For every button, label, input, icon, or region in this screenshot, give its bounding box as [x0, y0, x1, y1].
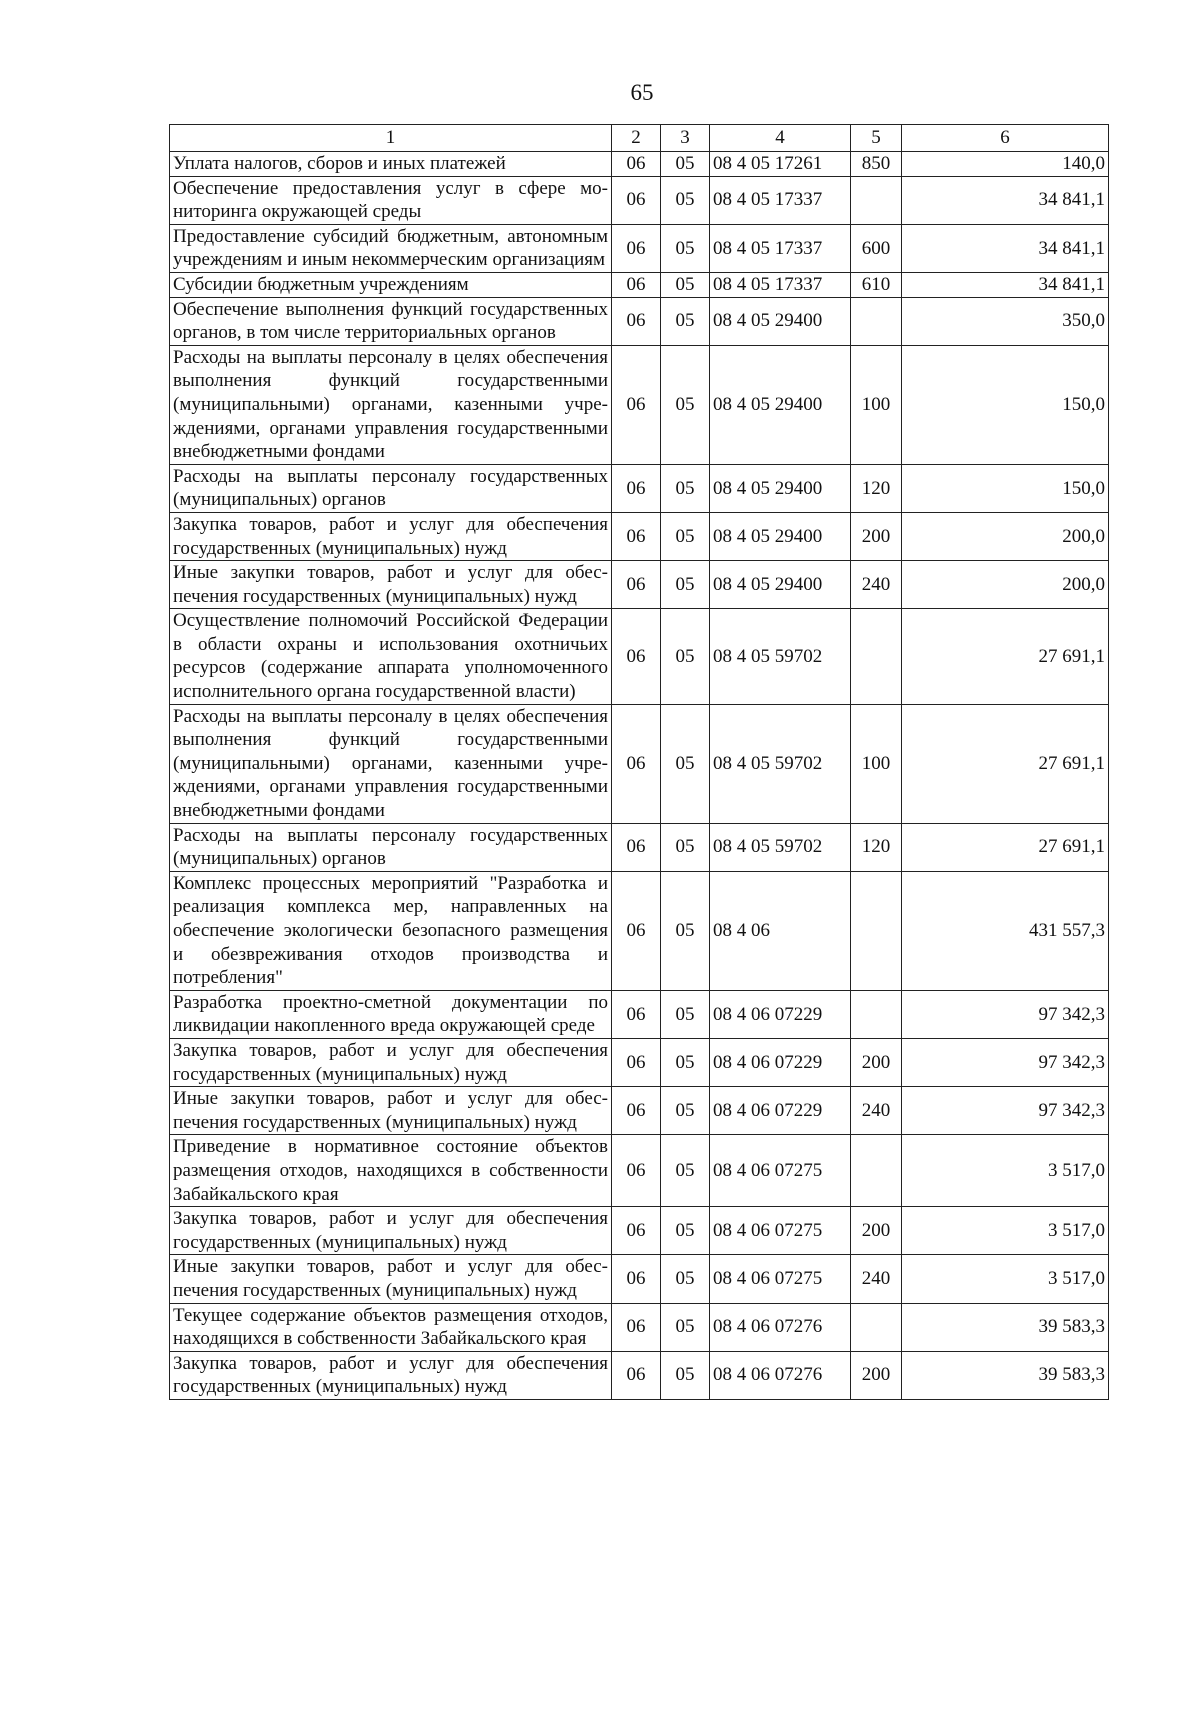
- subsection-code: 05: [661, 297, 710, 345]
- expense-type-code: 200: [851, 1351, 902, 1399]
- expense-type-code: [851, 297, 902, 345]
- column-number-row: [170, 125, 1109, 152]
- target-article-code: 08 4 05 17337: [710, 272, 851, 297]
- target-article-code: 08 4 05 59702: [710, 704, 851, 823]
- table-row: [170, 345, 1109, 464]
- table-row: [170, 1303, 1109, 1351]
- section-code: 06: [612, 823, 661, 871]
- column-header: 4: [710, 125, 851, 152]
- expense-type-code: [851, 609, 902, 704]
- expense-type-code: 100: [851, 345, 902, 464]
- section-code: 06: [612, 990, 661, 1038]
- target-article-code: 08 4 06 07275: [710, 1207, 851, 1255]
- subsection-code: 05: [661, 176, 710, 224]
- expense-type-code: 100: [851, 704, 902, 823]
- table-row: [170, 1255, 1109, 1303]
- section-code: 06: [612, 1303, 661, 1351]
- expense-type-code: [851, 176, 902, 224]
- table-row: [170, 272, 1109, 297]
- row-name: Приведение в нормативное состояние объектов размещения отходов, находящихся в собственности Забайкальского края: [170, 1135, 612, 1207]
- section-code: 06: [612, 1038, 661, 1086]
- target-article-code: 08 4 05 17337: [710, 224, 851, 272]
- subsection-code: 05: [661, 561, 710, 609]
- section-code: 06: [612, 1207, 661, 1255]
- expense-type-code: 850: [851, 152, 902, 177]
- subsection-code: 05: [661, 1087, 710, 1135]
- row-name: Закупка товаров, работ и услуг для обеспечения государственных (муниципальных) нужд: [170, 512, 612, 560]
- amount: 200,0: [902, 561, 1109, 609]
- subsection-code: 05: [661, 1038, 710, 1086]
- amount: 34 841,1: [902, 224, 1109, 272]
- section-code: 06: [612, 345, 661, 464]
- target-article-code: 08 4 05 29400: [710, 561, 851, 609]
- column-header: 5: [851, 125, 902, 152]
- target-article-code: 08 4 05 59702: [710, 823, 851, 871]
- amount: 150,0: [902, 345, 1109, 464]
- subsection-code: 05: [661, 823, 710, 871]
- amount: 350,0: [902, 297, 1109, 345]
- table-row: [170, 512, 1109, 560]
- subsection-code: 05: [661, 345, 710, 464]
- column-header: 3: [661, 125, 710, 152]
- table-row: [170, 464, 1109, 512]
- section-code: 06: [612, 272, 661, 297]
- amount: 200,0: [902, 512, 1109, 560]
- expense-type-code: 200: [851, 1207, 902, 1255]
- amount: 97 342,3: [902, 990, 1109, 1038]
- amount: 150,0: [902, 464, 1109, 512]
- section-code: 06: [612, 1135, 661, 1207]
- amount: 97 342,3: [902, 1038, 1109, 1086]
- target-article-code: 08 4 06 07229: [710, 1087, 851, 1135]
- section-code: 06: [612, 1087, 661, 1135]
- row-name: Закупка товаров, работ и услуг для обеспечения государственных (муниципальных) нужд: [170, 1207, 612, 1255]
- amount: 39 583,3: [902, 1351, 1109, 1399]
- target-article-code: 08 4 05 59702: [710, 609, 851, 704]
- amount: 97 342,3: [902, 1087, 1109, 1135]
- table-row: [170, 561, 1109, 609]
- amount: 140,0: [902, 152, 1109, 177]
- expense-type-code: 120: [851, 464, 902, 512]
- row-name: Уплата налогов, сборов и иных платежей: [170, 152, 612, 177]
- section-code: 06: [612, 176, 661, 224]
- subsection-code: 05: [661, 512, 710, 560]
- subsection-code: 05: [661, 704, 710, 823]
- target-article-code: 08 4 05 17337: [710, 176, 851, 224]
- subsection-code: 05: [661, 1207, 710, 1255]
- column-header: 2: [612, 125, 661, 152]
- target-article-code: 08 4 06 07229: [710, 990, 851, 1038]
- amount: 3 517,0: [902, 1135, 1109, 1207]
- subsection-code: 05: [661, 272, 710, 297]
- expense-type-code: 240: [851, 561, 902, 609]
- row-name: Разработка проектно-сметной документации по ликвидации накопленного вреда окружающей среде: [170, 990, 612, 1038]
- row-name: Обеспечение предоставления услуг в сфере мониторинга окружающей среды: [170, 176, 612, 224]
- row-name: Расходы на выплаты персоналу государственных (муниципальных) органов: [170, 823, 612, 871]
- target-article-code: 08 4 06 07276: [710, 1351, 851, 1399]
- expense-type-code: [851, 1303, 902, 1351]
- table-row: [170, 990, 1109, 1038]
- amount: 3 517,0: [902, 1255, 1109, 1303]
- row-name: Расходы на выплаты персоналу в целях обеспечения выполнения функций государственными (муниципальными) органами, казенными учреждениями, органами управления государственными внебюджетными фондами: [170, 704, 612, 823]
- table-row: [170, 704, 1109, 823]
- target-article-code: 08 4 06 07275: [710, 1255, 851, 1303]
- amount: 3 517,0: [902, 1207, 1109, 1255]
- table-row: [170, 176, 1109, 224]
- section-code: 06: [612, 871, 661, 990]
- row-name: Обеспечение выполнения функций государственных органов, в том числе территориальных органов: [170, 297, 612, 345]
- section-code: 06: [612, 464, 661, 512]
- row-name: Расходы на выплаты персоналу государственных (муниципальных) органов: [170, 464, 612, 512]
- row-name: Закупка товаров, работ и услуг для обеспечения государственных (муниципальных) нужд: [170, 1038, 612, 1086]
- subsection-code: 05: [661, 609, 710, 704]
- subsection-code: 05: [661, 1255, 710, 1303]
- table-row: [170, 1087, 1109, 1135]
- amount: 34 841,1: [902, 176, 1109, 224]
- row-name: Иные закупки товаров, работ и услуг для обеспечения государственных (муниципальных) нужд: [170, 561, 612, 609]
- section-code: 06: [612, 512, 661, 560]
- section-code: 06: [612, 297, 661, 345]
- expense-type-code: 240: [851, 1255, 902, 1303]
- section-code: 06: [612, 609, 661, 704]
- section-code: 06: [612, 224, 661, 272]
- table-row: [170, 1038, 1109, 1086]
- page-number: 65: [630, 80, 654, 105]
- section-code: 06: [612, 561, 661, 609]
- expense-type-code: 600: [851, 224, 902, 272]
- target-article-code: 08 4 06 07276: [710, 1303, 851, 1351]
- row-name: Предоставление субсидий бюджетным, автономным учреждениям и иным некоммерческим организациям: [170, 224, 612, 272]
- row-name: Расходы на выплаты персоналу в целях обеспечения выполнения функций государственными (муниципальными) органами, казенными учреждениями, органами управления государственными внебюджетными фондами: [170, 345, 612, 464]
- section-code: 06: [612, 1255, 661, 1303]
- subsection-code: 05: [661, 1135, 710, 1207]
- amount: 27 691,1: [902, 704, 1109, 823]
- section-code: 06: [612, 1351, 661, 1399]
- column-header: 1: [170, 125, 612, 152]
- subsection-code: 05: [661, 990, 710, 1038]
- subsection-code: 05: [661, 1303, 710, 1351]
- row-name: Закупка товаров, работ и услуг для обеспечения государственных (муниципальных) нужд: [170, 1351, 612, 1399]
- budget-table: [169, 124, 1109, 1400]
- subsection-code: 05: [661, 152, 710, 177]
- row-name: Осуществление полномочий Российской Федерации в области охраны и использования охотничьих ресурсов (содержание аппарата уполномоченного исполнительного органа государственной власти): [170, 609, 612, 704]
- expense-type-code: 120: [851, 823, 902, 871]
- table-body: [170, 152, 1109, 1400]
- table-row: [170, 152, 1109, 177]
- target-article-code: 08 4 05 29400: [710, 345, 851, 464]
- target-article-code: 08 4 05 29400: [710, 512, 851, 560]
- expense-type-code: 240: [851, 1087, 902, 1135]
- amount: 27 691,1: [902, 823, 1109, 871]
- amount: 34 841,1: [902, 272, 1109, 297]
- target-article-code: 08 4 06 07275: [710, 1135, 851, 1207]
- target-article-code: 08 4 05 17261: [710, 152, 851, 177]
- target-article-code: 08 4 06 07229: [710, 1038, 851, 1086]
- table-row: [170, 1135, 1109, 1207]
- table-row: [170, 1351, 1109, 1399]
- amount: 431 557,3: [902, 871, 1109, 990]
- row-name: Субсидии бюджетным учреждениям: [170, 272, 612, 297]
- row-name: Текущее содержание объектов размещения отходов, находящихся в собственности Забайкальского края: [170, 1303, 612, 1351]
- column-header: 6: [902, 125, 1109, 152]
- amount: 39 583,3: [902, 1303, 1109, 1351]
- table-row: [170, 823, 1109, 871]
- subsection-code: 05: [661, 464, 710, 512]
- row-name: Иные закупки товаров, работ и услуг для обеспечения государственных (муниципальных) нужд: [170, 1255, 612, 1303]
- subsection-code: 05: [661, 1351, 710, 1399]
- section-code: 06: [612, 152, 661, 177]
- table-row: [170, 297, 1109, 345]
- table-row: [170, 1207, 1109, 1255]
- section-code: 06: [612, 704, 661, 823]
- subsection-code: 05: [661, 224, 710, 272]
- amount: 27 691,1: [902, 609, 1109, 704]
- target-article-code: 08 4 05 29400: [710, 297, 851, 345]
- expense-type-code: [851, 1135, 902, 1207]
- table-row: [170, 609, 1109, 704]
- row-name: Комплекс процессных мероприятий "Разработка и реализация комплекса мер, направленных на обеспечение экологически безопасного размещения и обезвреживания отходов производства и потребления": [170, 871, 612, 990]
- row-name: Иные закупки товаров, работ и услуг для обеспечения государственных (муниципальных) нужд: [170, 1087, 612, 1135]
- target-article-code: 08 4 05 29400: [710, 464, 851, 512]
- target-article-code: 08 4 06: [710, 871, 851, 990]
- expense-type-code: 610: [851, 272, 902, 297]
- expense-type-code: 200: [851, 512, 902, 560]
- expense-type-code: [851, 990, 902, 1038]
- expense-type-code: [851, 871, 902, 990]
- table-row: [170, 871, 1109, 990]
- subsection-code: 05: [661, 871, 710, 990]
- table-row: [170, 224, 1109, 272]
- expense-type-code: 200: [851, 1038, 902, 1086]
